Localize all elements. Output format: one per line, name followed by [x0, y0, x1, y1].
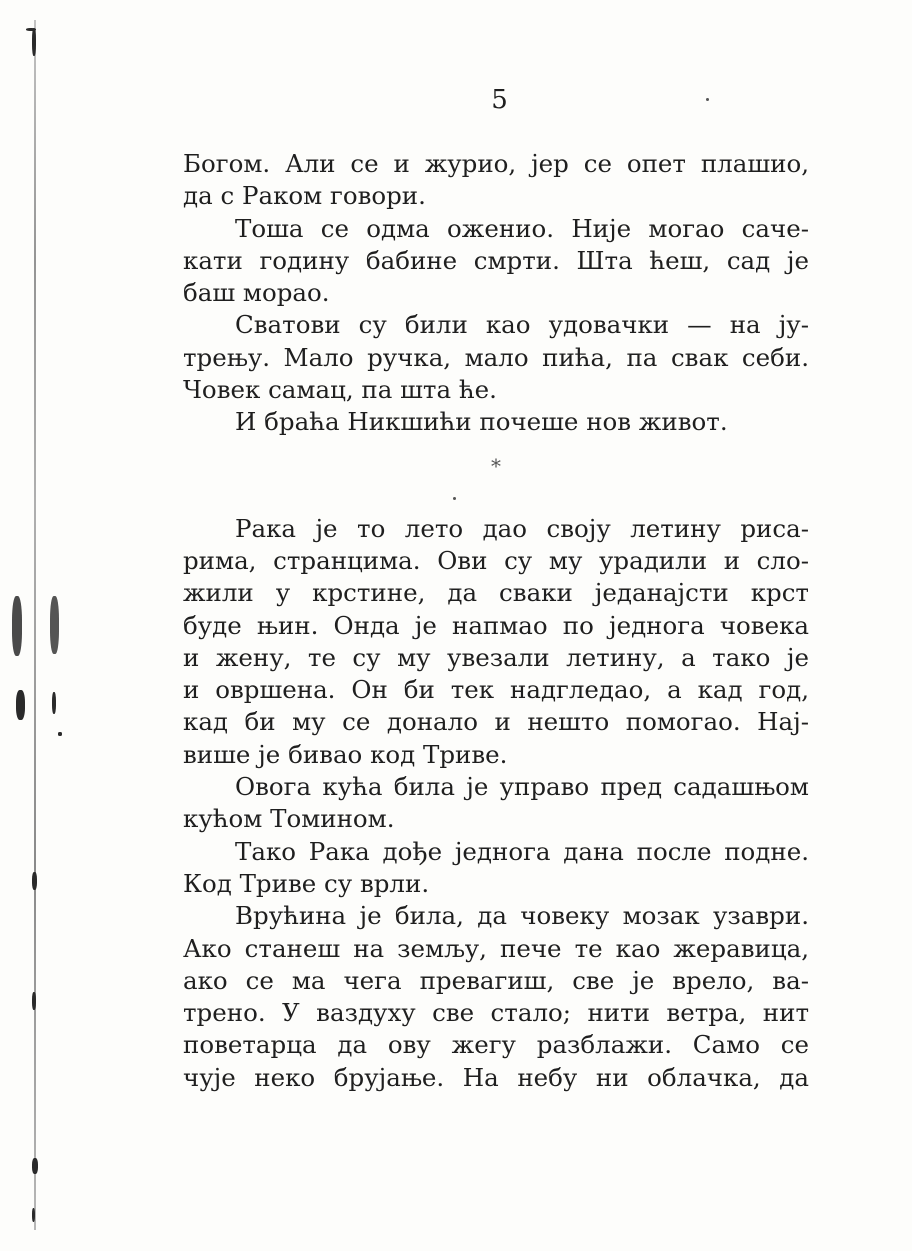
- text-line: кад би му се донало и нешто помогао. Нај-: [183, 707, 809, 737]
- body-text: [183, 148, 809, 1094]
- text-line: рима, странцима. Ови су му урадили и сло-: [183, 545, 809, 575]
- binding-mark: [32, 28, 36, 56]
- text-line: трено. У ваздуху све стало; нити ветра, нит: [183, 998, 809, 1028]
- binding-mark: [16, 690, 25, 720]
- binding-mark: [52, 692, 56, 714]
- text-line: Човек самац, па шта ће.: [183, 375, 497, 405]
- binding-mark: [50, 596, 59, 654]
- binding-mark: [32, 992, 36, 1010]
- text-line: Тоша се одма оженио. Није могао саче-: [235, 213, 809, 243]
- text-line: Ако станеш на земљу, пече те као жеравица,: [183, 933, 809, 963]
- binding-mark: [12, 596, 22, 656]
- text-line: чује неко брујање. На небу ни облачка, да: [183, 1062, 809, 1092]
- text-line: Врућина је била, да човеку мозак узаври.: [235, 901, 809, 931]
- text-line: Код Триве су врли.: [183, 868, 430, 898]
- text-line: више је бивао код Триве.: [183, 739, 508, 769]
- text-line: буде њин. Онда је напмао по једнога човека: [183, 610, 809, 640]
- text-line: кућом Томином.: [183, 804, 395, 834]
- text-line: да с Раком говори.: [183, 181, 426, 211]
- text-line: Тако Рака дође једнога дана после подне.: [235, 836, 809, 866]
- text-line: Богом. Али се и журио, јер се опет плашио,: [183, 149, 809, 178]
- binding-mark: [32, 1208, 35, 1222]
- binding-mark: [32, 1158, 38, 1174]
- text-line: кати годину бабине смрти. Шта ћеш, сад је: [183, 245, 809, 275]
- text-line: баш морао.: [183, 278, 330, 308]
- text-line: Рака је то лето дао своју летину риса-: [235, 513, 809, 543]
- text-line: и овршена. Он би тек надгледао, а кад год,: [183, 675, 809, 705]
- text-line: трењу. Мало ручка, мало пића, па свак себи.: [183, 342, 809, 372]
- text-line: И браћа Никшићи почеше нов живот.: [235, 407, 728, 437]
- text-line: ако се ма чега превагиш, све је врело, ва-: [183, 965, 809, 995]
- text-line: Сватови су били као удовачки — на ју-: [235, 310, 809, 340]
- text-line: жили у крстине, да сваки једанаjсти крст: [183, 578, 809, 608]
- text-line: и жену, те су му увезали летину, а тако је: [183, 642, 809, 672]
- scanned-binding-edge: [30, 20, 39, 1230]
- page-number: 5: [491, 85, 509, 115]
- text-line: Овога кућа била је управо пред садашњом: [235, 772, 809, 802]
- text-line: поветарца да ову жегу разблажи. Само се: [183, 1030, 809, 1060]
- binding-mark: [58, 732, 62, 736]
- binding-mark: [32, 872, 37, 890]
- stray-dot: [706, 98, 709, 101]
- binding-shadow-line: [34, 20, 36, 1230]
- section-break-asterisk: *: [491, 453, 501, 478]
